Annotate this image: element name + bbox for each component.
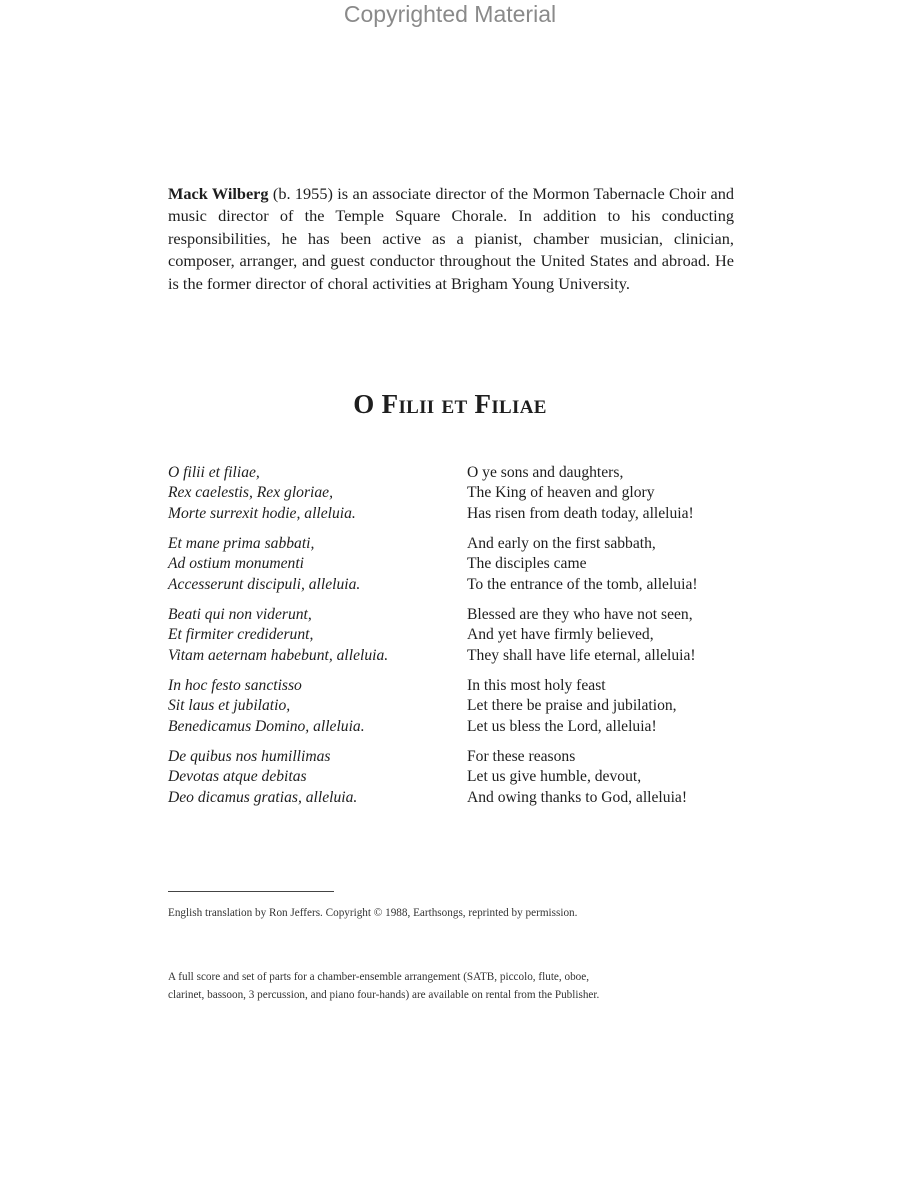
composer-bio-text: (b. 1955) is an associate director of the Mormon Tabernacle Choir and music director of the Temple Square Chorale. In addition to his conducting responsibilities, he has been active as a pianist, chamber musician, clinician, composer, arranger, and guest conductor throughout the United States and abroad. He is the former director of choral activities at Brigham Young University.: [168, 184, 735, 293]
english-translation: [467, 534, 757, 595]
latin-line: Devotas atque debitas: [168, 768, 307, 786]
translation-credit: English translation by Ron Jeffers. Copyright © 1988, Earthsongs, reprinted by permission.: [168, 907, 578, 919]
latin-line: Beati qui non viderunt,: [168, 606, 312, 623]
english-line: Let there be praise and jubilation,: [467, 697, 677, 715]
latin-line: Et firmiter crediderunt,: [168, 626, 314, 644]
english-line: And early on the first sabbath,: [467, 535, 656, 552]
rental-note-line: clarinet, bassoon, 3 percussion, and piano four-hands) are available on rental from the Publisher.: [168, 989, 600, 1001]
latin-line: Vitam aeternam habebunt, alleluia.: [168, 646, 389, 664]
english-line: O ye sons and daughters,: [467, 464, 624, 481]
english-line: And yet have firmly believed,: [467, 626, 654, 644]
latin-line: In hoc festo sanctisso: [168, 677, 302, 694]
page-title: O Filii et Filiae: [353, 389, 547, 419]
latin-line: Sit laus et jubilatio,: [168, 697, 291, 715]
latin-line: De quibus nos humillimas: [168, 748, 331, 765]
english-translation: [467, 747, 757, 808]
english-line: They shall have life eternal, alleluia!: [467, 646, 696, 664]
composer-bio: [168, 183, 734, 295]
latin-line: Deo dicamus gratias, alleluia.: [168, 788, 358, 806]
english-translation: [467, 463, 757, 524]
english-translation: [467, 676, 757, 737]
latin-line: Accesserunt discipuli, alleluia.: [168, 575, 361, 593]
rental-note: [168, 968, 708, 1004]
english-line: For these reasons: [467, 748, 576, 765]
latin-text: [168, 463, 458, 524]
latin-text: [168, 676, 458, 737]
latin-line: Benedicamus Domino, alleluia.: [168, 717, 365, 735]
english-line: The King of heaven and glory: [467, 484, 655, 502]
latin-text: [168, 534, 458, 595]
latin-line: Morte surrexit hodie, alleluia.: [168, 504, 356, 522]
latin-text: [168, 747, 458, 808]
english-line: And owing thanks to God, alleluia!: [467, 788, 688, 806]
english-line: To the entrance of the tomb, alleluia!: [467, 575, 698, 593]
latin-line: Et mane prima sabbati,: [168, 535, 315, 552]
english-line: Let us give humble, devout,: [467, 768, 642, 786]
latin-line: O filii et filiae,: [168, 464, 260, 481]
english-line: In this most holy feast: [467, 677, 606, 694]
rental-note-line: A full score and set of parts for a chamber-ensemble arrangement (SATB, piccolo, flute, oboe,: [168, 971, 590, 983]
copyright-watermark: Copyrighted Material: [343, 1, 557, 27]
english-line: Blessed are they who have not seen,: [467, 606, 693, 623]
english-line: The disciples came: [467, 555, 587, 573]
composer-name: Mack Wilberg: [168, 184, 269, 203]
english-line: Has risen from death today, alleluia!: [467, 504, 694, 522]
footnote-divider: [168, 891, 334, 892]
latin-text: [168, 605, 458, 666]
english-line: Let us bless the Lord, alleluia!: [467, 717, 657, 735]
latin-line: Rex caelestis, Rex gloriae,: [168, 484, 333, 502]
latin-line: Ad ostium monumenti: [168, 555, 305, 573]
english-translation: [467, 605, 757, 666]
